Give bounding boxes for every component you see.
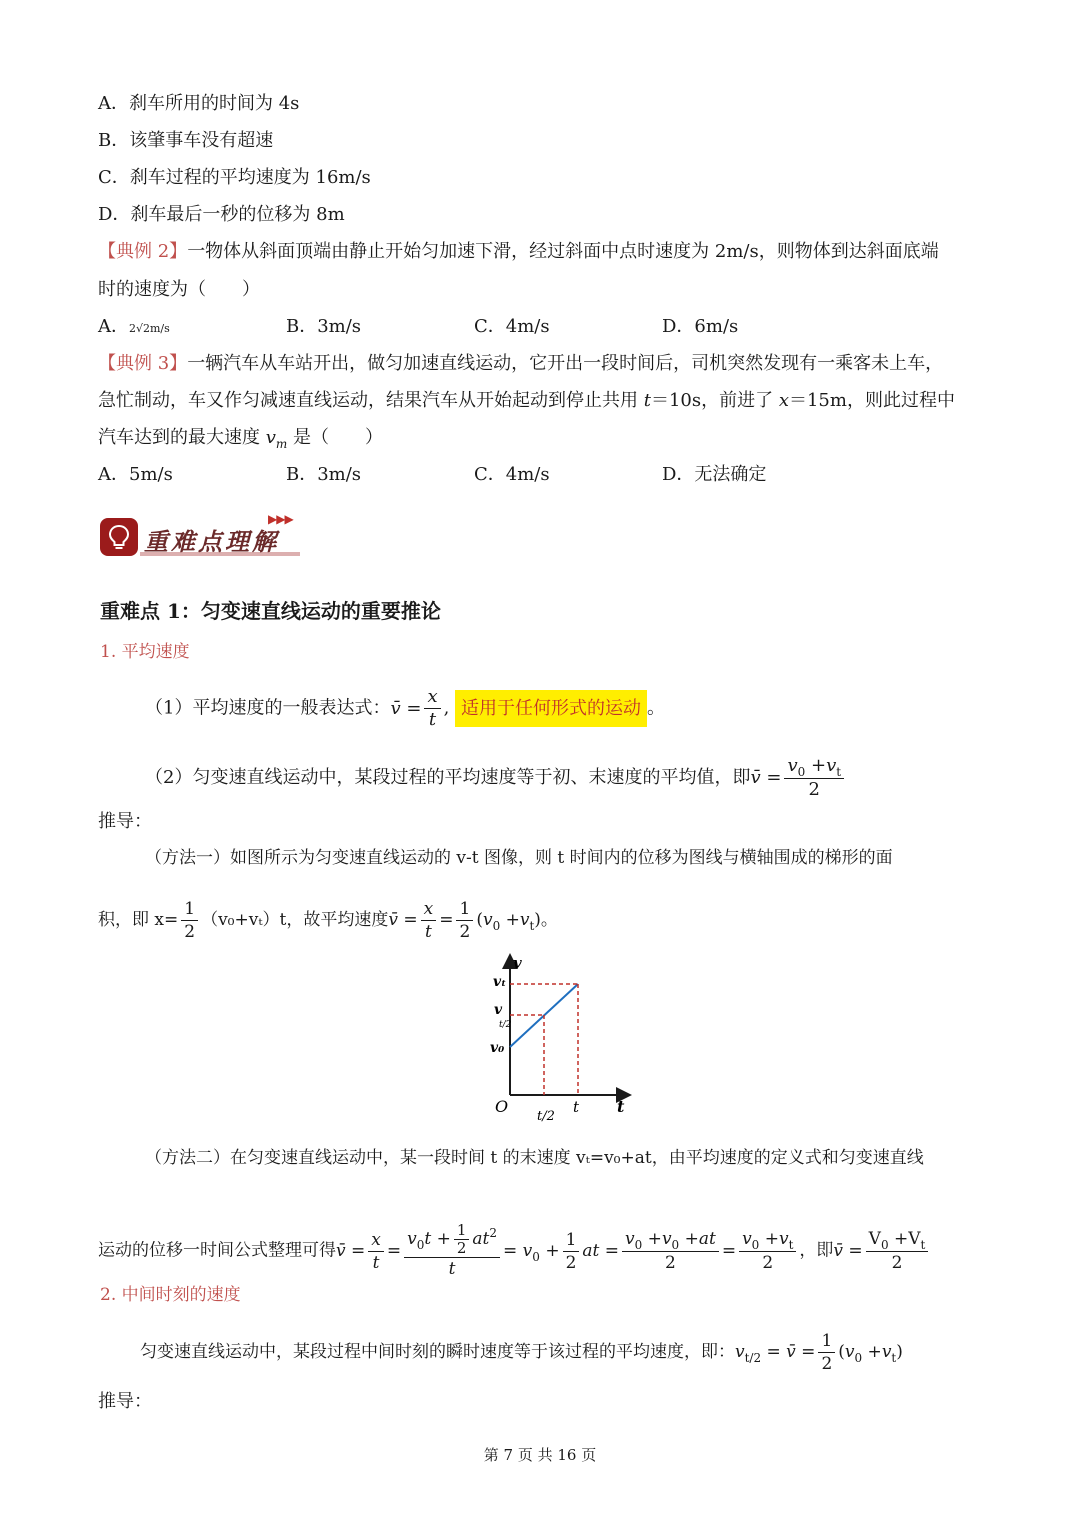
example3-option-c: C．4m/s <box>474 464 550 485</box>
example3-text-line2 <box>98 389 955 413</box>
subsection-midtime-velocity: 2. 中间时刻的速度 <box>100 1285 241 1305</box>
section-banner <box>100 512 305 558</box>
e3-seg: 急忙制动，车又作匀减速直线运动，结果汽车从开始起动到停止共用 <box>98 390 644 411</box>
graph-thalf-label: t/2 <box>537 1109 555 1124</box>
method2-line2 <box>98 1222 931 1280</box>
e3-var-t: t <box>643 390 651 411</box>
example2-option-c: C．4m/s <box>474 316 550 337</box>
point1-line: （1）平均速度的一般表达式：v̄ = $\frac{x}{t}$ , 适用于任何形式的运动 。 <box>145 686 666 730</box>
point1-text: （1）平均速度的一般表达式： <box>145 697 391 719</box>
formula-method1: v̄ = $\frac{x}{t}$ = $\frac{1}{2}$ $(v_0 +v_t)$。 <box>388 899 558 942</box>
e3-var-x: x <box>778 390 789 411</box>
e3-seg: 汽车达到的最大速度 <box>98 427 266 448</box>
lightbulb-icon <box>100 518 138 556</box>
derivation-label-1: 推导： <box>98 811 152 832</box>
derivation-label-2: 推导： <box>98 1391 152 1412</box>
method2-seg: 运动的位移一时间公式整理可得 <box>98 1240 336 1261</box>
graph-t-label: t <box>573 1098 580 1116</box>
formula-vbar-avg: v̄ = $\frac{v_0 +v_t}{2}$ <box>750 767 847 788</box>
q1-option-c: C．刹车过程的平均速度为 16m/s <box>98 167 371 188</box>
formula-midtime: $v_{t/2}$ = v̄ = $\frac{1}{2}$ $(v_0 +v_t)$ <box>735 1331 903 1374</box>
example3-tag: 【典例 3】 <box>98 353 188 374</box>
graph-vhalf-sub: t/2 <box>499 1020 512 1030</box>
point2-line <box>145 755 847 801</box>
point3-line <box>140 1330 903 1375</box>
option-a-letter: A． <box>98 316 129 337</box>
example2-tag: 【典例 2】 <box>98 241 188 262</box>
method1-line1: （方法一）如图所示为匀变速直线运动的 v-t 图像，则 t 时间内的位移为图线与横轴围成的梯形的面 <box>145 848 893 868</box>
point1-end: 。 <box>647 697 666 719</box>
formula-method2: v̄ = $\frac{x}{t}$ = $v_0t$ + $\frac{1}{2}$ $at^2$ t = $v_0$ + $\frac{1}{2}$ at = $\frac{v_0 +v_0 +at}{2}$ = $\frac{v_0 +v_t}{2}$ <box>336 1241 799 1261</box>
e3-sub-m: m <box>275 437 288 451</box>
arrows-icon: ▶▶▶ <box>268 512 293 526</box>
method1-seg: （v₀+vₜ）t，故平均速度 <box>201 910 389 930</box>
example2-option-a <box>98 315 170 341</box>
graph-origin-label: O <box>495 1097 509 1116</box>
option-a-value: 2√2m/s <box>129 322 170 335</box>
page-footer: 第 7 页 共 16 页 <box>483 1446 597 1464</box>
q1-option-d: D．刹车最后一秒的位移为 8m <box>98 204 345 225</box>
graph-v0-label: v₀ <box>490 1040 505 1056</box>
e3-seg: 是（ ） <box>287 427 384 448</box>
e3-var-v: v <box>265 427 276 448</box>
example3-text-line1: 一辆汽车从车站开出，做匀加速直线运动，它开出一段时间后，司机突然发现有一乘客未上车， <box>187 353 944 374</box>
example3-option-d: D．无法确定 <box>662 464 767 485</box>
graph-vhalf-label: v <box>494 1002 503 1018</box>
q1-option-a: A．刹车所用的时间为 4s <box>98 93 300 114</box>
e3-seg: ＝15m，则此过程中 <box>788 390 955 411</box>
method1-line2: 积，即 x= $\frac{1}{2}$ （v₀+vₜ）t，故平均速度v̄ = $\frac{x}{t}$ = $\frac{1}{2}$ $(v_0 +v_t)$。 <box>98 899 558 942</box>
highlight-note: 适用于任何形式的运动 <box>455 690 647 727</box>
q1-option-b: B．该肇事车没有超速 <box>98 130 274 151</box>
graph-axis-t-label: t <box>617 1097 625 1116</box>
graph-axis-v-label: v <box>513 954 522 972</box>
section-title: 重难点 1：匀变速直线运动的重要推论 <box>100 599 441 623</box>
method1-seg: 积，即 x= <box>98 910 179 930</box>
example2-question <box>98 240 939 264</box>
graph-vt-label: vₜ <box>493 974 507 990</box>
formula-method2-result: v̄ = $\frac{V_0 +V_t}{2}$ <box>833 1241 931 1261</box>
example2-option-b: B．3m/s <box>286 316 362 337</box>
example2-text-line1: 一物体从斜面顶端由静止开始匀加速下滑，经过斜面中点时速度为 2m/s，则物体到达斜面底端 <box>187 241 939 262</box>
point2-text: （2）匀变速直线运动中，某段过程的平均速度等于初、末速度的平均值，即 <box>145 767 751 788</box>
example3-option-b: B．3m/s <box>286 464 362 485</box>
formula-vbar-x-over-t: v̄ = $\frac{x}{t}$ <box>390 698 443 719</box>
example3-option-a: A．5m/s <box>98 464 173 485</box>
banner-title: 重难点理解 <box>144 528 279 556</box>
method2-line1: （方法二）在匀变速直线运动中，某一段时间 t 的末速度 vₜ=v₀+at，由平均速度的定义式和匀变速直线 <box>145 1148 924 1168</box>
e3-seg: ＝10s，前进了 <box>650 390 779 411</box>
example3-question <box>98 352 943 376</box>
point3-text: 匀变速直线运动中，某段过程中间时刻的瞬时速度等于该过程的平均速度，即： <box>140 1342 735 1362</box>
example2-text-line2: 时的速度为（ ） <box>98 279 260 300</box>
example3-text-line3 <box>98 426 383 451</box>
method2-tail: ，即 <box>799 1240 834 1261</box>
subsection-average-velocity: 1. 平均速度 <box>100 642 190 662</box>
vt-graph <box>485 952 635 1137</box>
example2-option-d: D．6m/s <box>662 316 739 337</box>
